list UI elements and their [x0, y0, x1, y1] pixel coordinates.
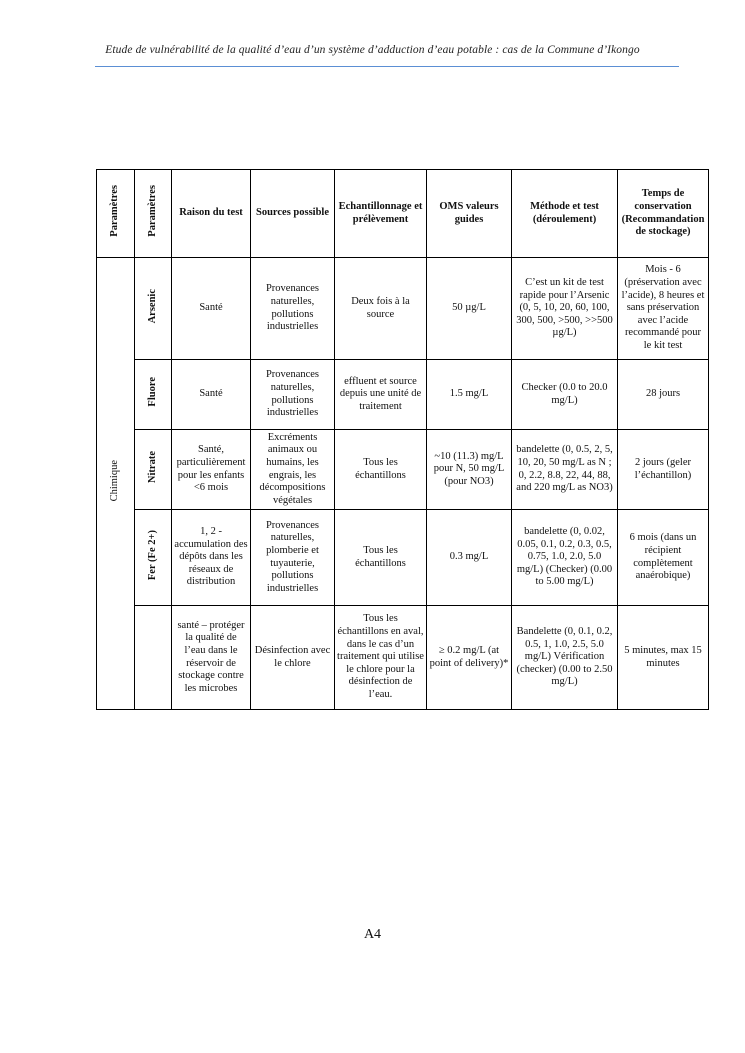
sources-cell: Provenances naturelles, pollutions industrielles	[251, 360, 335, 430]
table-header-row	[97, 170, 709, 258]
parameter-cell: Arsenic	[135, 258, 172, 360]
table-row	[97, 510, 709, 606]
table-row	[97, 606, 709, 710]
temps-cell: 2 jours (geler l’échantillon)	[618, 430, 709, 510]
methode-cell: Checker (0.0 to 20.0 mg/L)	[512, 360, 618, 430]
table-row	[97, 360, 709, 430]
echantillonnage-cell: Tous les échantillons	[335, 510, 427, 606]
oms-cell: ~10 (11.3) mg/L pour N, 50 mg/L (pour NO3)	[427, 430, 512, 510]
temps-cell: 5 minutes, max 15 minutes	[618, 606, 709, 710]
header-methode: Méthode et test (déroulement)	[512, 170, 618, 258]
raison-cell: Santé	[172, 258, 251, 360]
parameter-cell	[135, 606, 172, 710]
table-row	[97, 258, 709, 360]
oms-cell: ≥ 0.2 mg/L (at point of delivery)*	[427, 606, 512, 710]
header-sources: Sources possible	[251, 170, 335, 258]
temps-cell: Mois - 6 (préservation avec l’acide), 8 heures et sans préservation avec l’acide recommandé pour le kit test	[618, 258, 709, 360]
page-label: A4	[363, 927, 382, 942]
methode-cell: Bandelette (0, 0.1, 0.2, 0.5, 1, 1.0, 2.5, 5.0 mg/L) Vérification (checker) (0.00 to 2.50 mg/L)	[512, 606, 618, 710]
oms-cell: 0.3 mg/L	[427, 510, 512, 606]
sources-cell: Provenances naturelles, plomberie et tuyauterie, pollutions industrielles	[251, 510, 335, 606]
raison-cell: Santé	[172, 360, 251, 430]
raison-cell: Santé, particulièrement pour les enfants <6 mois	[172, 430, 251, 510]
running-header: Etude de vulnérabilité de la qualité d’eau d’un système d’adduction d’eau potable : cas de la Commune d’Ikongo	[105, 44, 640, 56]
parameter-cell: Fluore	[135, 360, 172, 430]
echantillonnage-cell: Deux fois à la source	[335, 258, 427, 360]
raison-cell: 1, 2 - accumulation des dépôts dans les réseaux de distribution	[172, 510, 251, 606]
temps-cell: 6 mois (dans un récipient complètement anaérobique)	[618, 510, 709, 606]
raison-cell: santé – protéger la qualité de l’eau dans le réservoir de stockage contre les microbes	[172, 606, 251, 710]
oms-cell: 1.5 mg/L	[427, 360, 512, 430]
oms-cell: 50 µg/L	[427, 258, 512, 360]
header-raison: Raison du test	[172, 170, 251, 258]
echantillonnage-cell: effluent et source depuis une unité de traitement	[335, 360, 427, 430]
header-category: Paramètres	[97, 170, 135, 258]
echantillonnage-cell: Tous les échantillons	[335, 430, 427, 510]
header-oms: OMS valeurs guides	[427, 170, 512, 258]
sources-cell: Excréments animaux ou humains, les engrais, les décompositions végétales	[251, 430, 335, 510]
methode-cell: bandelette (0, 0.02, 0.05, 0.1, 0.2, 0.3, 0.5, 0.75, 1.0, 2.0, 5.0 mg/L) (Checker) (0.00 to 5.00 mg/L)	[512, 510, 618, 606]
methode-cell: bandelette (0, 0.5, 2, 5, 10, 20, 50 mg/L as N ; 0, 2.2, 8.8, 22, 44, 88, and 220 mg/L as NO3)	[512, 430, 618, 510]
sources-cell: Provenances naturelles, pollutions industrielles	[251, 258, 335, 360]
parameter-cell: Nitrate	[135, 430, 172, 510]
methode-cell: C’est un kit de test rapide pour l’Arsenic (0, 5, 10, 20, 60, 100, 300, 500, >500, >>500 µg/L)	[512, 258, 618, 360]
header-echantillonnage: Echantillonnage et prélèvement	[335, 170, 427, 258]
parameter-cell: Fer (Fe 2+)	[135, 510, 172, 606]
category-cell: Chimique	[97, 258, 135, 710]
table-row	[97, 430, 709, 510]
header-rule	[95, 66, 679, 67]
sources-cell: Désinfection avec le chlore	[251, 606, 335, 710]
parameters-table	[96, 169, 709, 710]
echantillonnage-cell: Tous les échantillons en aval, dans le cas d’un traitement qui utilise le chlore pour la désinfection de l’eau.	[335, 606, 427, 710]
temps-cell: 28 jours	[618, 360, 709, 430]
header-parameter: Paramètres	[135, 170, 172, 258]
header-temps: Temps de conservation (Recommandation de stockage)	[618, 170, 709, 258]
